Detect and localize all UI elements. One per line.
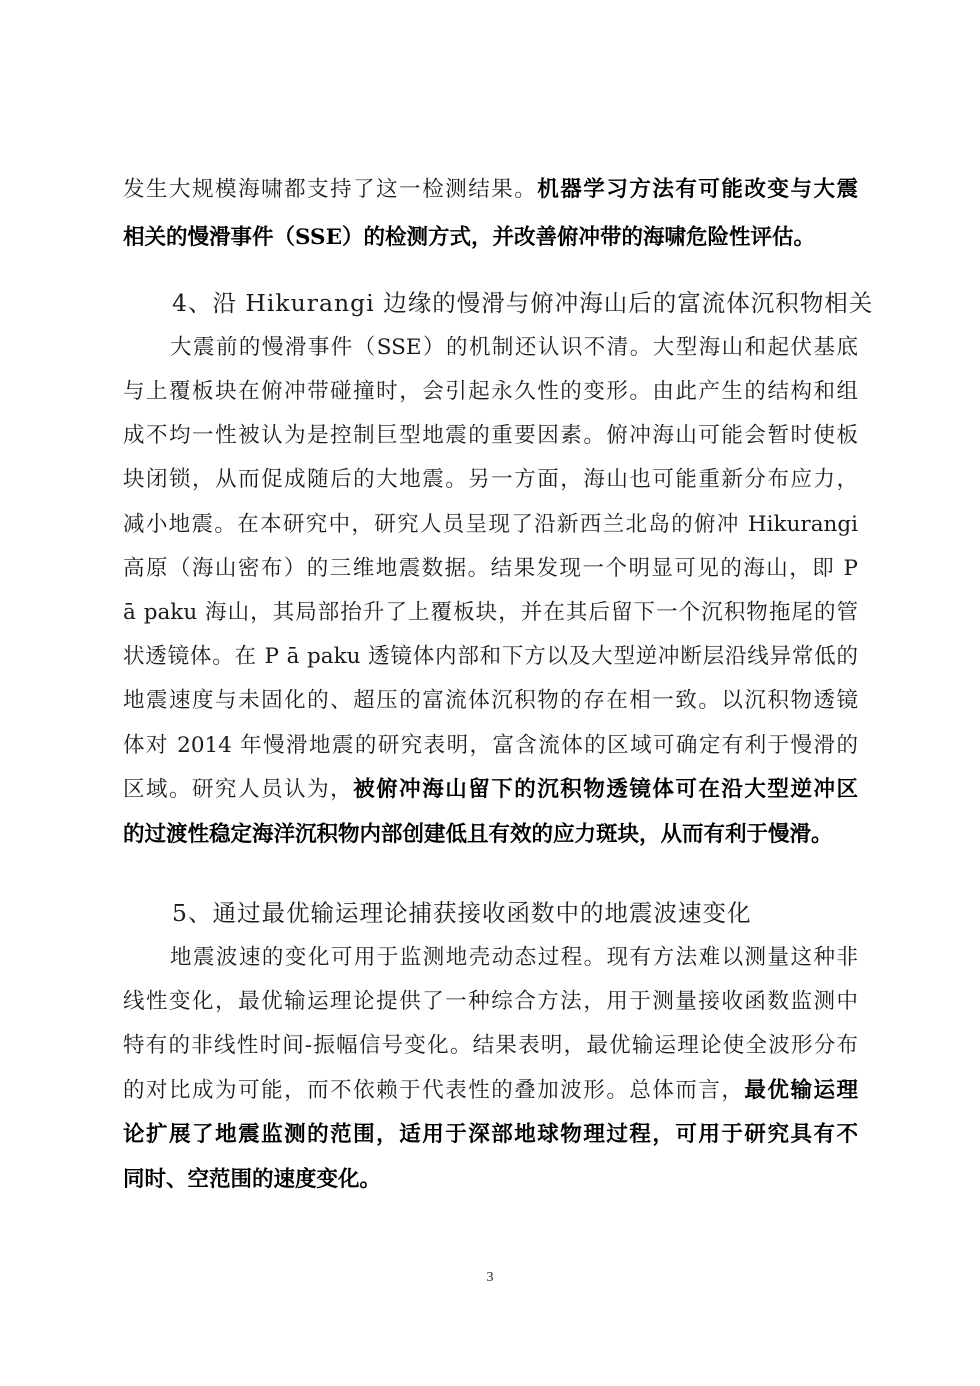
text-bold: 论扩展了地震监测的范围，适用于深部地球物理过程，可用于研究具有不 — [123, 1122, 858, 1147]
text-bold: 最优输运理 — [744, 1078, 858, 1103]
text-line: 特有的非线性时间-振幅信号变化。结果表明，最优输运理论使全波形分布 — [123, 1033, 858, 1058]
text-normal: 发生大规模海啸都支持了这一检测结果。 — [123, 177, 538, 202]
text-line — [123, 820, 858, 850]
text-line — [123, 1120, 858, 1150]
text-normal: 区域。研究人员认为， — [123, 777, 354, 802]
page-number: 3 — [486, 1270, 494, 1285]
text-line — [123, 775, 858, 805]
text-line — [123, 1076, 858, 1106]
text-bold: 的过渡性稳定海洋沉积物内部创建低且有效的应力斑块，从而有利于慢滑。 — [123, 822, 833, 847]
text-bold: 机器学习方法有可能改变与大震 — [537, 177, 858, 202]
text-line: 地震波速的变化可用于监测地壳动态过程。现有方法难以测量这种非 — [170, 945, 858, 970]
text-line: 线性变化，最优输运理论提供了一种综合方法，用于测量接收函数监测中 — [123, 989, 858, 1014]
text-bold: 同时、空范围的速度变化。 — [123, 1167, 382, 1192]
text-line: ā paku 海山，其局部抬升了上覆板块，并在其后留下一个沉积物拖尾的管 — [123, 600, 858, 625]
text-line — [123, 1165, 858, 1195]
text-line — [123, 175, 858, 205]
text-line: 块闭锁，从而促成随后的大地震。另一方面，海山也可能重新分布应力， — [123, 467, 858, 492]
text-bold: 相关的慢滑事件（SSE）的检测方式，并改善俯冲带的海啸危险性评估。 — [123, 225, 815, 250]
text-bold: 被俯冲海山留下的沉积物透镜体可在沿大型逆冲区 — [353, 777, 858, 802]
text-line — [123, 223, 858, 253]
text-line: 地震速度与未固化的、超压的富流体沉积物的存在相一致。以沉积物透镜 — [123, 688, 858, 713]
text-line: 成不均一性被认为是控制巨型地震的重要因素。俯冲海山可能会暂时使板 — [123, 423, 858, 448]
text-line: 与上覆板块在俯冲带碰撞时，会引起永久性的变形。由此产生的结构和组 — [123, 379, 858, 404]
text-line: 高原（海山密布）的三维地震数据。结果发现一个明显可见的海山，即 P — [123, 556, 858, 581]
text-normal: 的对比成为可能，而不依赖于代表性的叠加波形。总体而言， — [123, 1078, 745, 1103]
section-heading-4: 4、沿 Hikurangi 边缘的慢滑与俯冲海山后的富流体沉积物相关 — [172, 289, 874, 317]
section-heading-5: 5、通过最优输运理论捕获接收函数中的地震波速变化 — [172, 899, 752, 927]
text-line: 体对 2014 年慢滑地震的研究表明，富含流体的区域可确定有利于慢滑的 — [123, 733, 858, 758]
text-line: 大震前的慢滑事件（SSE）的机制还认识不清。大型海山和起伏基底 — [170, 335, 858, 360]
text-line: 状透镜体。在 P ā paku 透镜体内部和下方以及大型逆冲断层沿线异常低的 — [123, 644, 858, 669]
text-line: 减小地震。在本研究中，研究人员呈现了沿新西兰北岛的俯冲 Hikurangi — [123, 512, 858, 537]
